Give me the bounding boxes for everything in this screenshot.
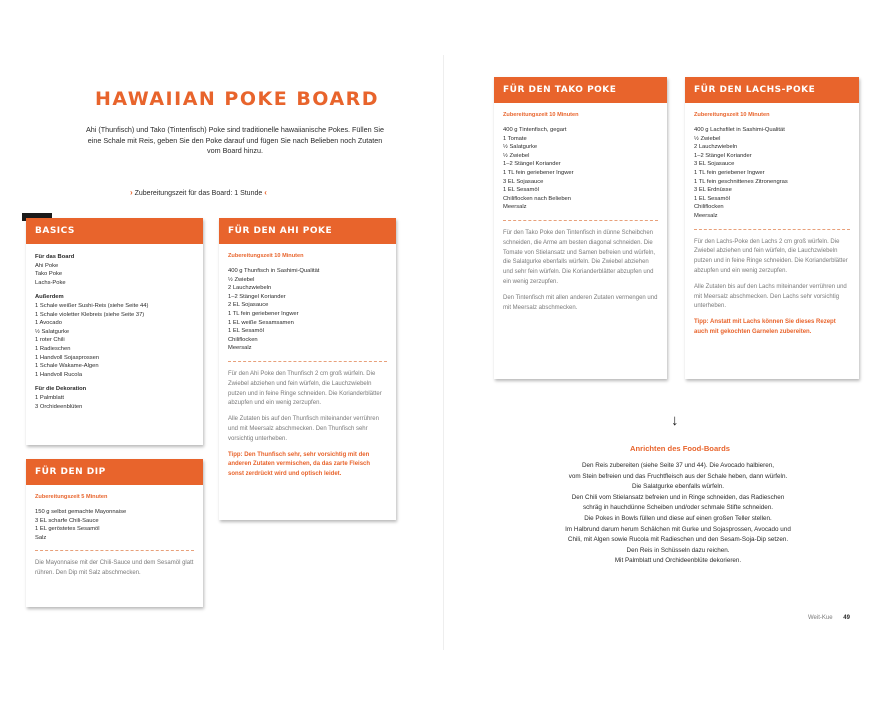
ingredient-line: 1 Schale weißer Sushi-Reis (siehe Seite 44) xyxy=(35,302,149,309)
ingredient-line: 3 EL Erdnüsse xyxy=(694,187,732,194)
instruction-paragraph: Alle Zutaten bis auf den Lachs miteinander verrühren und mit Meersalz abschmecken. Den Lachs sehr vorsichtig unterheben. xyxy=(694,283,847,310)
serving-line: Chili, mit Algen sowie Rucola mit Radieschen und den Sesam-Soja-Dip setzen. xyxy=(567,536,789,544)
basics-card xyxy=(26,218,203,445)
lachs-heading: FÜR DEN LACHS-POKE xyxy=(685,77,859,103)
ahi-tip: Tipp: Den Thunfisch sehr, sehr vorsichtig mit den anderen Zutaten vermischen, da das zarte Fleisch sonst zerdrückt wird und optisch leidet. xyxy=(228,451,371,478)
ingredient-line: 1 roter Chili xyxy=(35,337,65,344)
ingredient-line: 1 Palmblatt xyxy=(35,394,64,401)
ingredient-line: ½ Zwiebel xyxy=(503,152,530,159)
serving-line: Mit Palmblatt und Orchideenblüte dekorieren. xyxy=(614,557,742,565)
page-gutter xyxy=(443,55,444,650)
page-footer xyxy=(808,615,850,621)
ingredient-line: 1 EL Sesamöl xyxy=(228,328,264,335)
ingredient-line: 1 Schale Wakame-Algen xyxy=(35,363,99,370)
lachs-tip: Tipp: Anstatt mit Lachs können Sie dieses Rezept auch mit gekochten Garnelen zubereiten. xyxy=(694,319,836,335)
ingredient-line: 1 Radieschen xyxy=(35,345,71,352)
dip-body xyxy=(26,485,203,593)
page-number: 49 xyxy=(843,615,850,621)
ingredient-line: Chiliflocken xyxy=(228,336,258,343)
ingredient-line: Meersalz xyxy=(503,204,527,211)
ingredient-line: Für das Board xyxy=(35,254,75,260)
ingredient-line: Außerdem xyxy=(35,294,64,301)
ingredient-line: ½ Salatgurke xyxy=(503,144,538,151)
tako-card xyxy=(494,77,667,379)
ingredient-line: Meersalz xyxy=(694,212,718,219)
ingredient-line: ½ Salatgurke xyxy=(35,328,70,335)
page-title: HAWAIIAN POKE BOARD xyxy=(95,88,380,110)
board-prep-time xyxy=(130,188,290,197)
ahi-prep-time: Zubereitungszeit 10 Minuten xyxy=(228,253,304,259)
lachs-prep-time: Zubereitungszeit 10 Minuten xyxy=(694,112,770,118)
ingredient-line: 1 TL fein geriebener Ingwer xyxy=(503,169,574,176)
chevron-right-icon: › xyxy=(130,188,133,197)
ingredient-line: Chiliflocken nach Belieben xyxy=(503,195,571,202)
ingredient-line: Ahi Poke xyxy=(35,262,59,269)
instruction-paragraph: Den Tintenfisch mit allen anderen Zutaten vermengen und mit Meersalz abschmecken. xyxy=(503,294,658,311)
basics-ingredients xyxy=(35,253,194,411)
serving-line: Die Pokes in Bowls füllen und diese auf einen großen Teller stellen. xyxy=(584,514,772,522)
ingredient-line: 400 g Tintenfisch, gegart xyxy=(503,127,567,133)
board-prep-label: Zubereitungszeit für das Board: 1 Stunde xyxy=(134,190,263,197)
ingredient-line: 3 EL Sojasauce xyxy=(503,178,544,185)
dip-heading: FÜR DEN DIP xyxy=(26,459,203,485)
ingredient-line: 2 Lauchzwiebeln xyxy=(228,285,272,292)
lachs-ingredients xyxy=(694,126,850,221)
serving-instructions xyxy=(530,461,826,567)
ingredient-line: 3 Orchideenblüten xyxy=(35,403,83,410)
ingredient-line: 1 Avocado xyxy=(35,320,62,327)
dashed-divider xyxy=(228,361,387,362)
serving-line: Die Salatgurke ebenfalls würfeln. xyxy=(631,483,725,491)
serving-title: Anrichten des Food-Boards xyxy=(630,444,730,453)
ahi-ingredients xyxy=(228,267,387,353)
instruction-paragraph: Alle Zutaten bis auf den Thunfisch miteinander verrühren und mit Meersalz abschmecken. Den Thunfisch sehr vorsichtig unterheben. xyxy=(228,416,379,442)
ingredient-line: 1 EL Sesamöl xyxy=(694,195,730,202)
arrow-down-icon: ↓ xyxy=(671,412,679,429)
ingredient-line: 1 Schale violetter Klebreis (siehe Seite 37) xyxy=(35,311,145,318)
instruction-paragraph: Für den Ahi Poke den Thunfisch 2 cm groß würfeln. Die Zwiebel abziehen und fein würfeln, die Lauchzwiebeln putzen und in feine Ringe schneiden. Die Korianderblätter abzupfen und ein wenig zerzupfen. xyxy=(228,370,382,407)
lachs-instructions xyxy=(694,238,850,313)
ahi-card xyxy=(219,218,396,520)
ingredient-line: 1–2 Stängel Koriander xyxy=(228,293,286,300)
ingredient-line: 1–2 Stängel Koriander xyxy=(503,161,561,168)
lachs-card xyxy=(685,77,859,379)
ahi-heading: FÜR DEN AHI POKE xyxy=(219,218,396,244)
ingredient-line: 1–2 Stängel Koriander xyxy=(694,152,752,159)
serving-line: schräg in hauchdünne Scheiben und/oder schmale Stifte schneiden. xyxy=(582,504,774,512)
ingredient-line: 1 TL fein geriebener Ingwer xyxy=(228,310,299,317)
ingredient-line: ½ Zwiebel xyxy=(228,276,255,283)
chevron-left-icon: ‹ xyxy=(264,188,267,197)
ingredient-line: 1 TL fein geschnittenes Zitronengras xyxy=(694,178,788,185)
ahi-instructions xyxy=(228,370,387,445)
lachs-body xyxy=(685,103,859,346)
serving-line: Den Reis in Schüsseln dazu reichen. xyxy=(626,546,730,554)
instruction-paragraph: Für den Lachs-Poke den Lachs 2 cm groß würfeln. Die Zwiebel abziehen und fein würfeln, die Lauchzwiebeln putzen und in feine Ringe schneiden. Die Korianderblätter abzupfen und ein wenig zerzupfen. xyxy=(694,238,848,274)
tako-ingredients xyxy=(503,126,658,212)
dip-card xyxy=(26,459,203,607)
ingredient-line: 2 Lauchzwiebeln xyxy=(694,144,738,151)
serving-line: Den Chili vom Stielansatz befreien und in Ringe schneiden, das Radieschen xyxy=(571,493,785,501)
tako-prep-time: Zubereitungszeit 10 Minuten xyxy=(503,112,579,118)
ahi-body xyxy=(219,244,396,488)
dashed-divider xyxy=(503,220,658,221)
tako-heading: FÜR DEN TAKO POKE xyxy=(494,77,667,103)
ingredient-line: 3 EL scharfe Chili-Sauce xyxy=(35,517,99,524)
instruction-paragraph: Die Mayonnaise mit der Chili-Sauce und dem Sesamöl glatt rühren. Den Dip mit Salz abschmecken. xyxy=(35,560,194,577)
ingredient-line: Für die Dekoration xyxy=(35,386,87,393)
instruction-paragraph: Für den Tako Poke den Tintenfisch in dünne Scheibchen schneiden, die Arme am besten diagonal schneiden. Die Tomate von Stielansatz und Samen befreien und würfeln, die Salatgurke ebenfalls würfeln. Die Zwiebel abziehen und sehr fein würfeln. Die Korianderblätter abzupfen und ein wenig zerzupfen. xyxy=(503,229,656,285)
footer-section: Weit-Kue xyxy=(808,615,833,621)
ingredient-line: Meersalz xyxy=(228,345,252,352)
basics-body xyxy=(26,244,203,419)
basics-heading: BASICS xyxy=(26,218,203,244)
tako-body xyxy=(494,103,667,327)
ingredient-line: 400 g Lachsfilet in Sashimi-Qualität xyxy=(694,127,785,133)
dashed-divider xyxy=(35,550,194,551)
serving-line: vom Stein befreien und das Fruchtfleisch aus der Schale heben, dann würfeln. xyxy=(568,472,788,480)
ingredient-line: 400 g Thunfisch in Sashimi-Qualität xyxy=(228,268,320,274)
serving-line: Im Halbrund darum herum Schälchen mit Gurke und Sojasprossen, Avocado und xyxy=(565,525,791,533)
ingredient-line: 1 TL fein geriebener Ingwer xyxy=(694,169,765,176)
ingredient-line: Chiliflocken xyxy=(694,204,724,211)
ingredient-line: 1 Handvoll Sojasprossen xyxy=(35,354,100,361)
ingredient-line: 150 g selbst gemachte Mayonnaise xyxy=(35,509,127,515)
dip-instructions xyxy=(35,559,194,579)
dip-prep-time: Zubereitungszeit 5 Minuten xyxy=(35,494,108,500)
ingredient-line: Lachs-Poke xyxy=(35,279,66,286)
ingredient-line: 1 EL weiße Sesamsamen xyxy=(228,319,294,326)
ingredient-line: 1 Handvoll Rucola xyxy=(35,371,83,378)
ingredient-line: 1 EL geröstetes Sesamöl xyxy=(35,526,100,533)
ingredient-line: Tako Poke xyxy=(35,271,63,278)
intro-text: Ahi (Thunfisch) und Tako (Tintenfisch) Poke sind traditionelle hawaiianische Pokes. Füllen Sie eine Schale mit Reis, geben Sie den Poke darauf und fügen Sie nach Belieben noch Zutaten vom Board hinzu. xyxy=(85,125,385,155)
ingredient-line: 3 EL Sojasauce xyxy=(694,161,735,168)
ingredient-line: 2 EL Sojasauce xyxy=(228,302,269,309)
ingredient-line: ½ Zwiebel xyxy=(694,135,721,142)
ingredient-line: 1 EL Sesamöl xyxy=(503,187,539,194)
serving-line: Den Reis zubereiten (siehe Seite 37 und 44). Die Avocado halbieren, xyxy=(581,462,775,469)
ingredient-line: Salz xyxy=(35,534,47,541)
tako-instructions xyxy=(503,229,658,313)
ingredient-line: 1 Tomate xyxy=(503,135,527,142)
dashed-divider xyxy=(694,229,850,230)
dip-ingredients xyxy=(35,508,194,542)
